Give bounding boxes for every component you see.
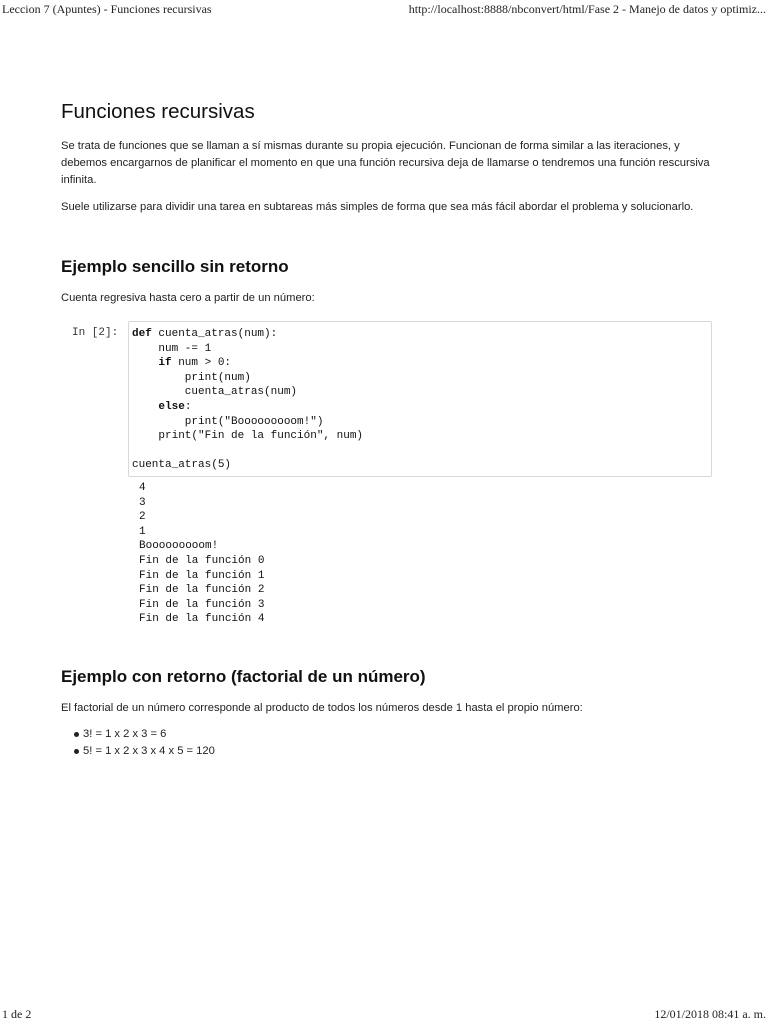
code-keyword: def: [132, 328, 152, 340]
code-token: num -= 1: [132, 342, 212, 355]
page-title: Funciones recursivas: [61, 100, 255, 123]
code-token: print("Booooooooom!"): [132, 415, 324, 428]
code-block: [132, 327, 363, 473]
list-item: [61, 726, 215, 743]
code-token: num > 0:: [171, 357, 232, 370]
section-description-factorial: El factorial de un número corresponde al producto de todos los números desde 1 hasta el propio número:: [61, 702, 583, 714]
intro-paragraph-2: Suele utilizarse para dividir una tarea en subtareas más simples de forma que sea más fácil abordar el problema y solucionarlo.: [61, 201, 694, 213]
code-token: print("Fin de la función", num): [132, 430, 364, 443]
code-token: cuenta_atras(num):: [151, 328, 278, 340]
code-line: [132, 372, 251, 384]
list-item: [61, 743, 215, 760]
code-line: [132, 430, 363, 442]
code-line: [132, 459, 231, 471]
print-header-url: http://localhost:8888/nbconvert/html/Fase 2 - Manejo de datos y optimiz...: [408, 2, 766, 16]
print-header-title: Leccion 7 (Apuntes) - Funciones recursivas: [2, 2, 212, 16]
code-token: cuenta_atras(5): [132, 459, 232, 472]
code-input-area[interactable]: [128, 321, 712, 477]
bullet-icon: [74, 732, 79, 737]
code-token: [132, 401, 158, 413]
code-keyword: if: [158, 357, 172, 370]
factorial-examples-list: [61, 726, 215, 760]
cell-prompt: In [2]:: [72, 327, 119, 339]
print-timestamp: 12/01/2018 08:41 a. m.: [654, 1007, 766, 1021]
cell-output: 4 3 2 1 Booooooooom! Fin de la función 0 Fin de la función 1 Fin de la función 2 Fin de la función 3 Fin de la función 4: [139, 482, 265, 626]
print-header: [0, 0, 768, 18]
bullet-icon: [74, 749, 79, 754]
code-token: [132, 357, 158, 369]
code-line: [132, 357, 231, 369]
code-line: [132, 416, 323, 428]
code-line: [132, 386, 297, 398]
print-footer: [0, 1006, 768, 1024]
code-token: cuenta_atras(num): [132, 386, 298, 399]
code-token: print(num): [132, 371, 251, 384]
code-line: [132, 401, 191, 413]
list-item-text: 5! = 1 x 2 x 3 x 4 x 5 = 120: [83, 745, 215, 757]
section-heading-simple-example: Ejemplo sencillo sin retorno: [61, 257, 289, 276]
code-line: [132, 343, 211, 355]
section-heading-return-example: Ejemplo con retorno (factorial de un número): [61, 667, 426, 686]
code-line: [132, 328, 277, 340]
intro-section: [61, 100, 711, 216]
code-keyword: else: [158, 400, 185, 413]
page-counter: 1 de 2: [2, 1007, 32, 1021]
list-item-text: 3! = 1 x 2 x 3 = 6: [83, 728, 167, 740]
code-token: :: [184, 400, 192, 413]
intro-paragraph-1: Se trata de funciones que se llaman a sí mismas durante su propia ejecución. Funcionan de forma similar a las iteraciones, y debemos encargarnos de planificar el momento en que una función recursiva deja de llamarse o tendremos una función rescursiva infinita.: [61, 140, 710, 186]
section-description-countdown: Cuenta regresiva hasta cero a partir de un número:: [61, 292, 315, 304]
